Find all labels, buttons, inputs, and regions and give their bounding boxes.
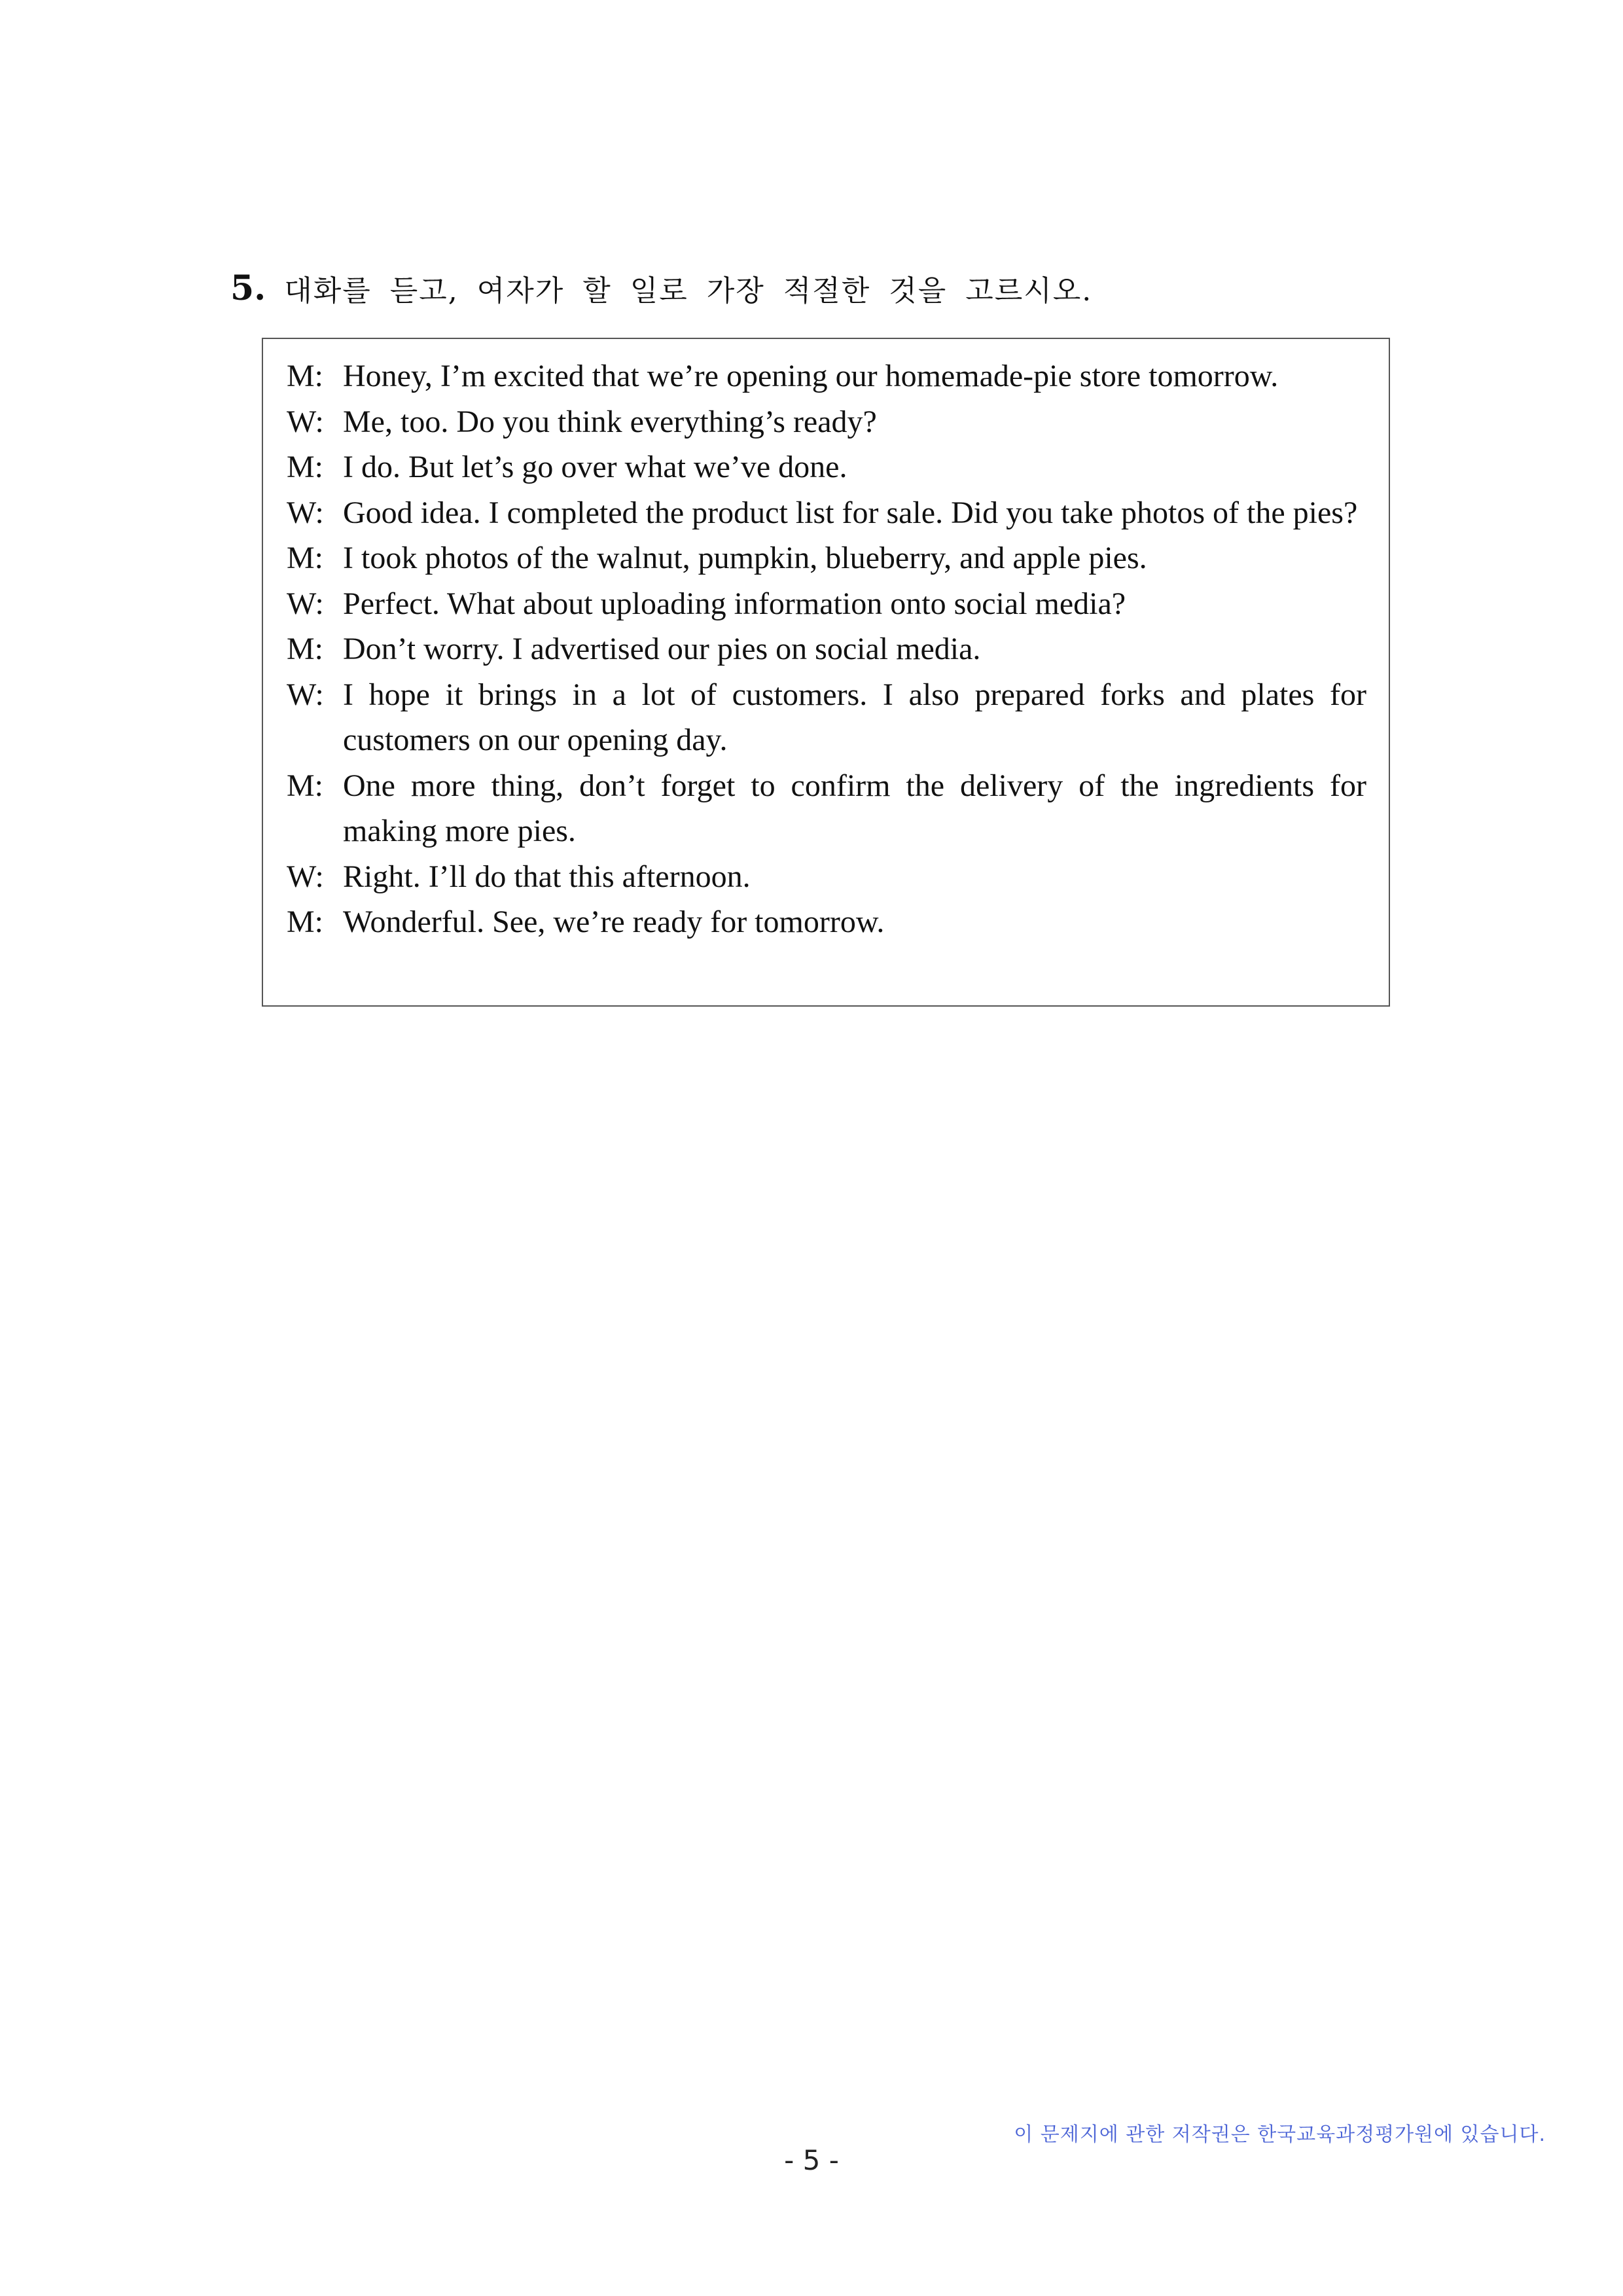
speech-text: Right. I’ll do that this afternoon. [343, 859, 751, 894]
speaker-label: M: [287, 541, 324, 575]
dialogue-line [287, 672, 1366, 763]
dialogue-line [287, 490, 1366, 536]
dialogue-line [287, 854, 1366, 900]
dialogue-line [287, 763, 1366, 854]
speaker-label: M: [287, 632, 324, 666]
speaker-label: W: [287, 495, 324, 530]
speaker-label: W: [287, 859, 324, 894]
dialogue-line [287, 535, 1366, 581]
dialogue-line [287, 581, 1366, 627]
question-prompt: 대화를 듣고, 여자가 할 일로 가장 적절한 것을 고르시오. [284, 274, 1093, 308]
dialogue-line [287, 353, 1366, 399]
speaker-label: M: [287, 450, 324, 484]
page-number: - 5 - [784, 2144, 839, 2176]
speech-text: I hope it brings in a lot of customers. I also prepared forks and plates for customers on our opening day. [343, 677, 1366, 757]
speech-text: Wonderful. See, we’re ready for tomorrow. [343, 905, 885, 939]
copyright-notice: 이 문제지에 관한 저작권은 한국교육과정평가원에 있습니다. [1014, 2123, 1546, 2146]
speaker-label: M: [287, 768, 324, 803]
dialogue-script-box [262, 338, 1390, 1007]
speaker-label: W: [287, 677, 324, 712]
dialogue-line [287, 899, 1366, 945]
dialogue-line [287, 626, 1366, 672]
speech-text: Me, too. Do you think everything’s ready? [343, 404, 877, 439]
dialogue-line [287, 444, 1366, 490]
speaker-label: W: [287, 404, 324, 439]
speech-text: I took photos of the walnut, pumpkin, blueberry, and apple pies. [343, 541, 1147, 575]
speech-text: Don’t worry. I advertised our pies on social media. [343, 632, 981, 666]
speaker-label: M: [287, 359, 324, 393]
speech-text: Good idea. I completed the product list for sale. Did you take photos of the pies? [343, 495, 1358, 530]
speech-text: One more thing, don’t forget to confirm the delivery of the ingredients for making more pies. [343, 768, 1366, 848]
speaker-label: M: [287, 905, 324, 939]
speech-text: Perfect. What about uploading information onto social media? [343, 586, 1126, 621]
speech-text: Honey, I’m excited that we’re opening our homemade-pie store tomorrow. [343, 359, 1279, 393]
dialogue-line [287, 399, 1366, 445]
speech-text: I do. But let’s go over what we’ve done. [343, 450, 847, 484]
question-number: 5. [230, 268, 266, 308]
speaker-label: W: [287, 586, 324, 621]
question-header [230, 262, 1092, 314]
